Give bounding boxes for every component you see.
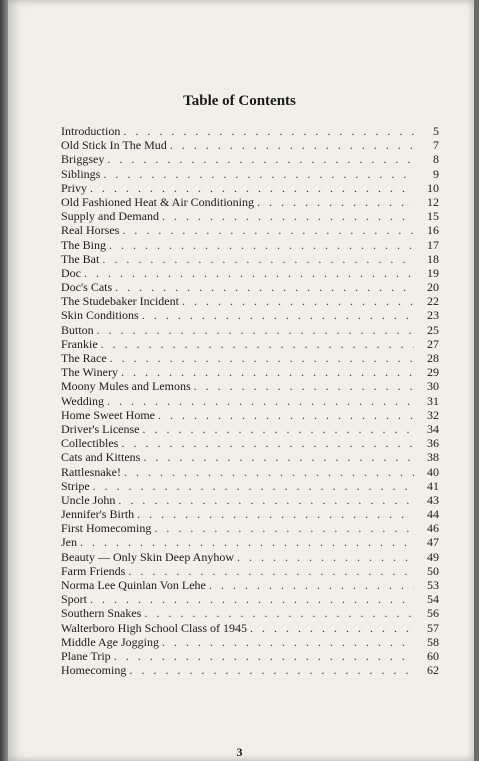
toc-entry — [61, 337, 439, 351]
toc-entry-page: 29 — [427, 365, 439, 380]
toc-entry — [61, 465, 439, 479]
dot-leader — [194, 379, 414, 393]
toc-entry-title: Stripe — [61, 478, 90, 493]
toc-entry — [61, 365, 439, 379]
dot-leader — [142, 308, 414, 322]
toc-entry — [61, 294, 439, 308]
dot-leader — [182, 294, 414, 308]
toc-entry-page: 32 — [427, 407, 439, 422]
toc-entry — [61, 280, 439, 294]
dot-leader — [97, 323, 414, 337]
toc-entry-page: 8 — [433, 152, 439, 167]
dot-leader — [170, 138, 414, 152]
toc-entry-title: Southern Snakes — [61, 606, 142, 621]
toc-entry-page: 34 — [427, 421, 439, 436]
toc-entry-page: 22 — [427, 294, 439, 309]
toc-entry-title: Cats and Kittens — [61, 450, 141, 465]
toc-entry — [61, 521, 439, 535]
toc-entry — [61, 323, 439, 337]
toc-entry — [61, 493, 439, 507]
toc-entry — [61, 238, 439, 252]
toc-entry — [61, 124, 439, 138]
toc-entry — [61, 167, 439, 181]
dot-leader — [137, 507, 414, 521]
toc-entry — [61, 181, 439, 195]
toc-entry — [61, 621, 439, 635]
toc-entry — [61, 649, 439, 663]
toc-entry — [61, 450, 439, 464]
toc-entry-title: Wedding — [61, 393, 105, 408]
toc-entry-page: 54 — [427, 592, 439, 607]
toc-entry — [61, 592, 439, 606]
toc-entry — [61, 195, 439, 209]
toc-entry-title: Real Horses — [61, 223, 120, 238]
toc-entry-title: Norma Lee Quinlan Von Lehe — [61, 578, 206, 592]
dot-leader — [209, 578, 414, 592]
toc-entry-page: 38 — [427, 450, 439, 465]
toc-entry — [61, 266, 439, 280]
toc-entry-title: Home Sweet Home — [61, 407, 155, 422]
toc-entry-page: 9 — [433, 166, 439, 181]
toc-entry-page: 49 — [427, 549, 439, 564]
toc-entry — [61, 351, 439, 365]
toc-entry-title: Beauty — Only Skin Deep Anyhow — [61, 549, 234, 564]
dot-leader — [101, 337, 414, 351]
table-of-contents-list — [61, 124, 439, 677]
dot-leader — [107, 394, 414, 408]
toc-entry-page: 53 — [427, 578, 439, 592]
toc-entry-page: 7 — [433, 138, 439, 153]
toc-entry — [61, 408, 439, 422]
dot-leader — [109, 238, 414, 252]
toc-entry-page: 62 — [427, 663, 439, 678]
dot-leader — [121, 436, 414, 450]
toc-entry-page: 16 — [427, 223, 439, 238]
dot-leader — [129, 663, 414, 677]
dot-leader — [107, 152, 414, 166]
dot-leader — [90, 181, 414, 195]
toc-entry-page: 47 — [427, 535, 439, 550]
toc-entry — [61, 252, 439, 266]
dot-leader — [162, 635, 414, 649]
dot-leader — [162, 209, 414, 223]
toc-entry-page: 43 — [427, 492, 439, 507]
dot-leader — [84, 266, 414, 280]
dot-leader — [158, 408, 414, 422]
toc-entry — [61, 138, 439, 152]
toc-entry-title: Old Stick In The Mud — [61, 138, 167, 153]
dot-leader — [103, 167, 414, 181]
toc-entry — [61, 436, 439, 450]
toc-entry-page: 36 — [427, 436, 439, 451]
toc-entry-title: Collectibles — [61, 436, 119, 451]
toc-entry-title: Plane Trip — [61, 648, 111, 663]
toc-entry-page: 23 — [427, 308, 439, 323]
toc-entry-title: Privy — [61, 180, 88, 195]
toc-entry-title: Introduction — [61, 124, 121, 138]
toc-entry-page: 57 — [427, 620, 439, 635]
toc-entry-page: 27 — [427, 336, 439, 351]
dot-leader — [90, 592, 414, 606]
dot-leader — [124, 465, 414, 479]
toc-entry — [61, 394, 439, 408]
toc-entry-title: Driver's License — [61, 421, 140, 436]
toc-entry — [61, 223, 439, 237]
toc-entry-title: Uncle John — [61, 492, 116, 507]
toc-entry-page: 60 — [427, 648, 439, 663]
dot-leader — [118, 493, 414, 507]
dot-leader — [121, 365, 414, 379]
toc-entry-page: 31 — [427, 393, 439, 408]
dot-leader — [250, 621, 414, 635]
toc-entry — [61, 479, 439, 493]
dot-leader — [115, 280, 414, 294]
toc-entry-title: The Winery — [61, 365, 118, 380]
toc-entry — [61, 379, 439, 393]
toc-entry-page: 17 — [427, 237, 439, 252]
toc-entry-title: Old Fashioned Heat & Air Conditioning — [61, 194, 254, 209]
toc-entry-page: 41 — [427, 478, 439, 493]
toc-entry-page: 20 — [427, 280, 439, 295]
dot-leader — [123, 124, 414, 138]
toc-entry-page: 10 — [427, 180, 439, 195]
dot-leader — [102, 252, 414, 266]
toc-entry-page: 46 — [427, 521, 439, 536]
toc-entry-page: 12 — [427, 194, 439, 209]
toc-entry — [61, 663, 439, 677]
toc-entry — [61, 422, 439, 436]
toc-entry-title: The Studebaker Incident — [61, 294, 179, 309]
book-spine-shadow — [0, 0, 8, 761]
toc-entry-page: 15 — [427, 209, 439, 224]
toc-entry-title: The Bing — [61, 237, 106, 252]
toc-entry-page: 25 — [427, 322, 439, 337]
dot-leader — [154, 521, 414, 535]
toc-entry — [61, 507, 439, 521]
toc-entry-title: Button — [61, 322, 94, 337]
toc-entry-title: Rattlesnake! — [61, 464, 121, 479]
page-title: Table of Contents — [183, 93, 296, 109]
toc-entry-title: Moony Mules and Lemons — [61, 379, 191, 394]
toc-entry-title: Briggsey — [61, 152, 105, 167]
toc-entry-page: 5 — [433, 124, 439, 138]
toc-entry — [61, 308, 439, 322]
toc-entry-page: 18 — [427, 251, 439, 266]
toc-entry-title: Farm Friends — [61, 563, 126, 578]
toc-entry-title: Supply and Demand — [61, 209, 159, 224]
dot-leader — [144, 606, 414, 620]
toc-entry-title: Doc's Cats — [61, 280, 113, 295]
toc-entry-title: Frankie — [61, 336, 98, 351]
dot-leader — [110, 351, 414, 365]
toc-entry-page: 40 — [427, 464, 439, 479]
toc-entry-title: Siblings — [61, 166, 101, 181]
toc-entry-page: 19 — [427, 265, 439, 280]
toc-entry — [61, 635, 439, 649]
toc-entry-page: 44 — [427, 507, 439, 522]
toc-entry-title: Skin Conditions — [61, 308, 139, 323]
dot-leader — [142, 422, 414, 436]
page-number: 3 — [236, 745, 243, 759]
toc-entry — [61, 535, 439, 549]
toc-entry — [61, 550, 439, 564]
toc-entry-title: The Bat — [61, 251, 100, 266]
toc-entry — [61, 578, 439, 592]
toc-entry — [61, 152, 439, 166]
toc-entry-title: Walterboro High School Class of 1945 — [61, 620, 248, 635]
dot-leader — [114, 649, 414, 663]
dot-leader — [257, 195, 414, 209]
toc-entry-title: First Homecoming — [61, 521, 152, 536]
toc-entry — [61, 564, 439, 578]
toc-entry-page: 50 — [427, 563, 439, 578]
toc-entry — [61, 209, 439, 223]
toc-entry-title: Doc — [61, 265, 81, 280]
dot-leader — [237, 550, 414, 564]
dot-leader — [143, 450, 414, 464]
toc-entry-title: The Race — [61, 351, 107, 365]
toc-entry-page: 30 — [427, 379, 439, 394]
dot-leader — [80, 535, 414, 549]
toc-entry-page: 56 — [427, 606, 439, 621]
toc-entry-page: 58 — [427, 634, 439, 649]
dot-leader — [128, 564, 414, 578]
toc-entry-title: Sport — [61, 592, 88, 607]
toc-entry-title: Homecoming — [61, 663, 127, 678]
toc-entry-title: Middle Age Jogging — [61, 634, 159, 649]
toc-entry-title: Jennifer's Birth — [61, 507, 135, 522]
dot-leader — [122, 223, 414, 237]
toc-entry-page: 28 — [427, 351, 439, 365]
toc-entry — [61, 606, 439, 620]
toc-entry-title: Jen — [61, 535, 77, 550]
dot-leader — [93, 479, 414, 493]
